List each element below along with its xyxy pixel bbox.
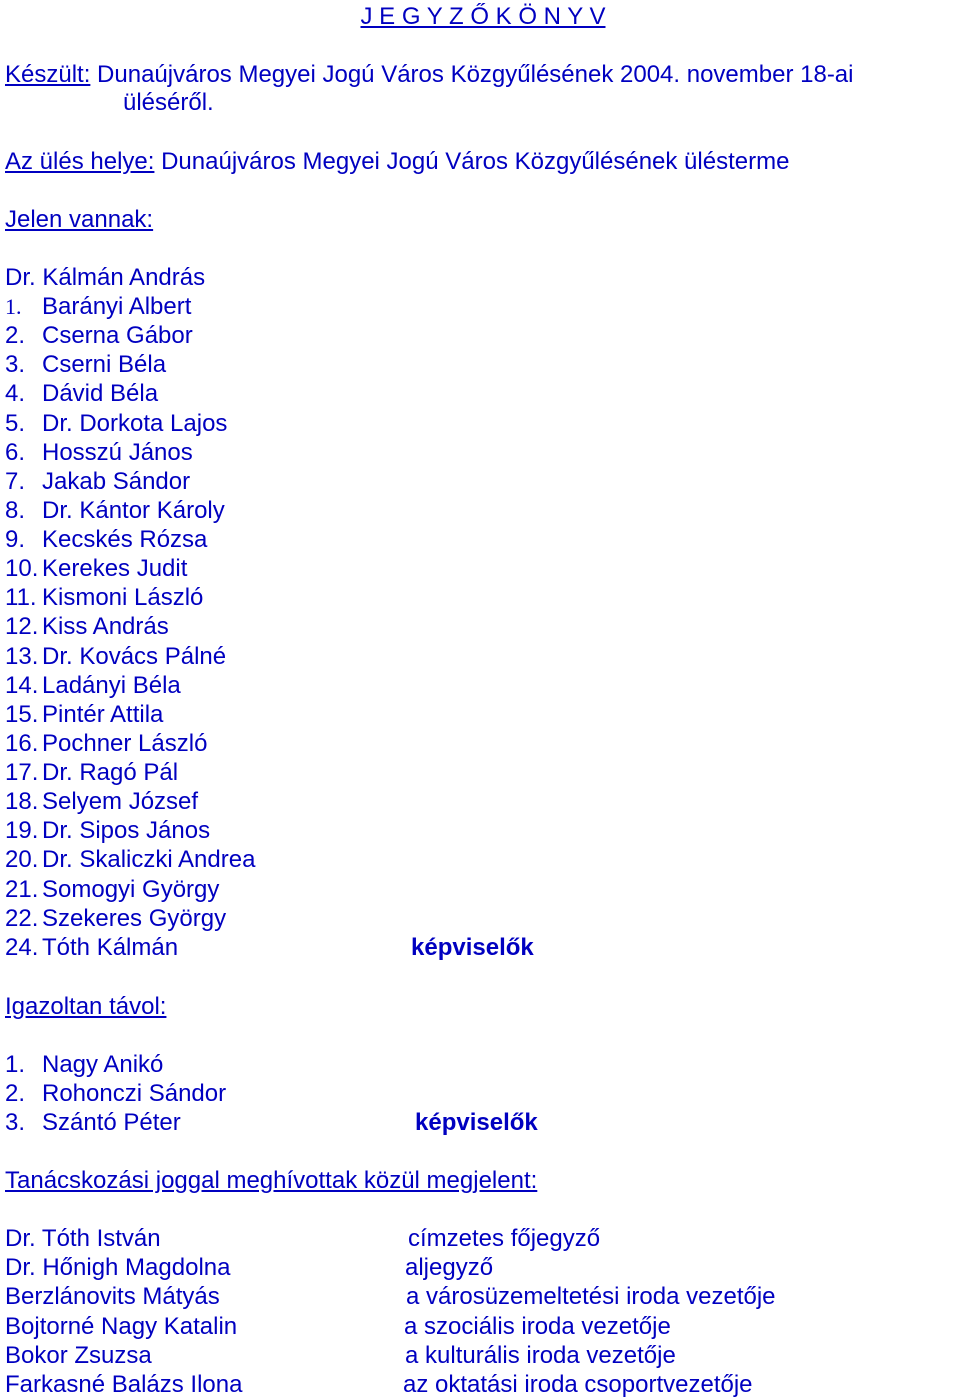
tavol-heading: Igazoltan távol: <box>5 993 167 1020</box>
tavol-member-name: Szántó Péter <box>42 1109 181 1136</box>
meghivott-role: aljegyző <box>405 1254 494 1282</box>
keszult-text: Dunaújváros Megyei Jogú Város Közgyűlésének 2004. november 18-ai <box>90 61 854 88</box>
hely-text: Dunaújváros Megyei Jogú Város Közgyűlésének ülésterme <box>154 148 790 175</box>
meghivott-name: Bojtorné Nagy Katalin <box>5 1312 238 1340</box>
meghivott-role: az oktatási iroda csoportvezetője <box>403 1371 753 1398</box>
jelen-member-name: Barányi Albert <box>42 293 192 320</box>
jelen-member <box>5 816 210 845</box>
jelen-member-name: Tóth Kálmán <box>42 933 179 961</box>
tavol-member-name: Rohonczi Sándor <box>42 1080 227 1107</box>
jelen-member-number: 16. <box>5 729 39 757</box>
jelen-member-number: 14. <box>5 671 39 699</box>
jelen-member <box>5 642 226 671</box>
jelen-member-name: Selyem József <box>42 788 199 816</box>
meghivott-name: Farkasné Balázs Ilona <box>5 1371 243 1398</box>
jelen-member-number: 15. <box>5 700 39 728</box>
jelen-member-number: 9. <box>5 526 26 554</box>
jelen-member <box>5 758 178 787</box>
jelen-member <box>5 409 227 438</box>
jelen-member-name: Kecskés Rózsa <box>42 526 208 554</box>
jelen-member <box>5 933 178 962</box>
jelen-member <box>5 321 193 350</box>
jelen-member <box>5 729 207 758</box>
jelen-member-name: Dr. Dorkota Lajos <box>42 409 228 437</box>
jelen-member-name: Jakab Sándor <box>42 467 191 495</box>
jelen-member-name: Pochner László <box>42 729 208 757</box>
keszult-line <box>5 60 854 89</box>
jelen-member <box>5 700 163 729</box>
jelen-member-name: Cserni Béla <box>42 351 167 379</box>
hely-line <box>5 147 789 176</box>
tavol-member <box>5 1108 181 1137</box>
meghivott-name: Berzlánovits Mátyás <box>5 1283 220 1311</box>
jelen-member-number: 18. <box>5 788 39 816</box>
jelen-member-number: 19. <box>5 817 39 845</box>
tavol-member-name: Nagy Anikó <box>42 1051 164 1078</box>
jelen-member-number: 24. <box>5 933 39 961</box>
jelen-member <box>5 787 198 816</box>
jelen-member-number: 21. <box>5 875 39 903</box>
jelen-member-name: Dr. Sipos János <box>42 817 211 845</box>
jelen-member-number: 5. <box>5 409 26 437</box>
jelen-member-name: Dr. Ragó Pál <box>42 759 179 787</box>
jelen-member-name: Pintér Attila <box>42 700 164 728</box>
tavol-member <box>5 1079 226 1108</box>
keszult-label: Készült: <box>5 61 91 88</box>
meghivottak-heading: Tanácskozási joggal meghívottak közül megjelent: <box>5 1167 538 1194</box>
jelen-member <box>5 612 169 641</box>
jelen-member-name: Somogyi György <box>42 875 220 903</box>
jelen-member-number: 13. <box>5 642 39 670</box>
jelen-member-number: 17. <box>5 759 39 787</box>
jelen-member <box>5 904 226 933</box>
meghivott-name: Dr. Tóth István <box>5 1225 161 1252</box>
jelen-member-name: Cserna Gábor <box>42 322 193 350</box>
meghivott-role: a városüzemeltetési iroda vezetője <box>406 1283 776 1311</box>
jelen-member <box>5 875 219 904</box>
jelen-member <box>5 845 255 874</box>
jelen-member-number: 10. <box>5 555 39 583</box>
jelen-member-number: 6. <box>5 438 26 466</box>
jelen-member <box>5 350 166 379</box>
meghivott-role: a kulturális iroda vezetője <box>405 1341 676 1369</box>
jelen-member-name: Dr. Kovács Pálné <box>42 642 227 670</box>
jelen-member-name: Szekeres György <box>42 904 227 932</box>
jelen-member-number: 7. <box>5 467 26 495</box>
jelen-chair: Dr. Kálmán András <box>5 264 206 291</box>
tavol-member-number: 1. <box>5 1051 26 1078</box>
jelen-member-name: Kismoni László <box>42 584 204 612</box>
jelen-member <box>5 292 191 321</box>
document-title: J E G Y Z Ő K Ö N Y V <box>360 3 606 30</box>
jelen-member <box>5 671 181 700</box>
jelen-member <box>5 379 158 408</box>
jelen-member <box>5 525 207 554</box>
jelen-role: képviselők <box>411 934 534 961</box>
meghivott-role: címzetes főjegyző <box>408 1225 601 1252</box>
meghivott-role: a szociális iroda vezetője <box>404 1312 671 1340</box>
jelen-member-name: Dávid Béla <box>42 380 159 408</box>
jelen-member-name: Dr. Kántor Károly <box>42 496 225 524</box>
jelen-member-number: 12. <box>5 613 39 641</box>
jelen-member-name: Kerekes Judit <box>42 555 188 583</box>
jelen-member-name: Dr. Skaliczki Andrea <box>42 846 256 874</box>
jelen-heading: Jelen vannak: <box>5 206 154 233</box>
jelen-member <box>5 583 203 612</box>
jelen-member <box>5 554 187 583</box>
jelen-member-number: 2. <box>5 322 26 350</box>
jelen-member-number: 3. <box>5 351 26 379</box>
jelen-member-number: 1. <box>5 294 22 319</box>
jelen-member-name: Kiss András <box>42 613 169 641</box>
jelen-member-number: 8. <box>5 496 26 524</box>
jelen-member-number: 20. <box>5 846 39 874</box>
tavol-member <box>5 1050 163 1079</box>
hely-label: Az ülés helye: <box>5 148 155 175</box>
jelen-member <box>5 467 190 496</box>
jelen-member-number: 22. <box>5 904 39 932</box>
jelen-member-number: 4. <box>5 380 26 408</box>
jelen-member-number: 11. <box>5 584 37 612</box>
jelen-member <box>5 496 225 525</box>
jelen-member <box>5 438 193 467</box>
tavol-role: képviselők <box>415 1109 538 1136</box>
jelen-member-name: Ladányi Béla <box>42 671 181 699</box>
jelen-member-name: Hosszú János <box>42 438 193 466</box>
meghivott-name: Dr. Hőnigh Magdolna <box>5 1254 231 1282</box>
tavol-member-number: 2. <box>5 1080 26 1107</box>
keszult-continuation: üléséről. <box>123 89 214 116</box>
meghivott-name: Bokor Zsuzsa <box>5 1341 152 1369</box>
tavol-member-number: 3. <box>5 1109 26 1136</box>
